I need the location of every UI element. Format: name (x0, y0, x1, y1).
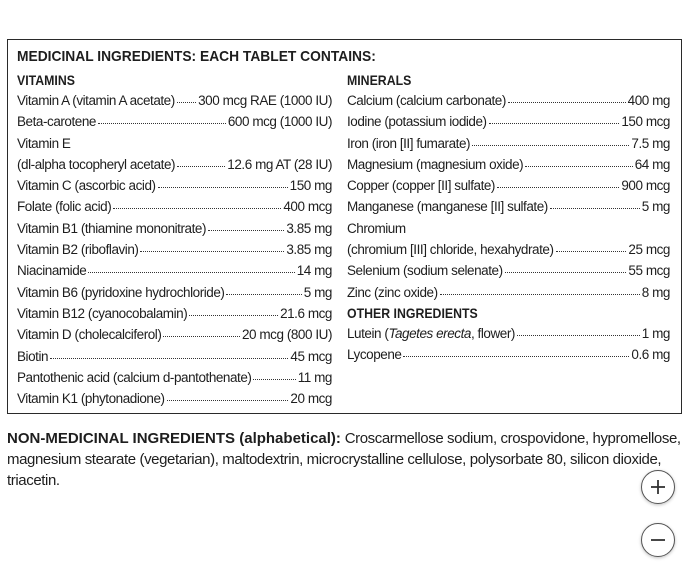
vitamin-row (17, 196, 332, 217)
ingredient-amount: 5 mg (303, 284, 332, 300)
dot-leader (517, 335, 640, 336)
ingredient-amount: 400 mcg (283, 199, 332, 215)
dot-leader (140, 251, 284, 252)
vitamins-list (17, 90, 332, 409)
mineral-row (347, 260, 670, 281)
dot-leader (550, 208, 640, 209)
ingredient-amount: 7.5 mg (631, 135, 670, 151)
dot-leader (50, 358, 288, 359)
ingredient-name (347, 323, 515, 344)
dot-leader (226, 294, 301, 295)
mineral-row (347, 239, 670, 260)
ingredient-name: Vitamin K1 (phytonadione) (17, 391, 165, 407)
vitamin-row (17, 282, 332, 303)
vitamin-row (17, 324, 332, 345)
ingredient-amount: 0.6 mg (631, 347, 670, 363)
medicinal-ingredients-panel (7, 39, 682, 414)
ingredient-amount: 21.6 mcg (280, 305, 332, 321)
mineral-row (347, 175, 670, 196)
ingredient-name: Vitamin D (cholecalciferol) (17, 327, 162, 343)
ingredient-name: Calcium (calcium carbonate) (347, 93, 506, 108)
mineral-row (347, 154, 670, 175)
dot-leader (88, 272, 294, 273)
ingredient-name: Chromium (347, 220, 406, 236)
ingredient-name: Vitamin A (vitamin A acetate) (17, 93, 175, 108)
vitamin-row (17, 367, 332, 388)
zoom-out-button[interactable] (641, 523, 675, 557)
dot-leader (189, 315, 278, 316)
dot-leader (505, 272, 627, 273)
vitamin-row (17, 388, 332, 409)
ingredient-name: Vitamin E (17, 135, 71, 151)
mineral-row (347, 133, 670, 154)
ingredient-name: Zinc (zinc oxide) (347, 284, 438, 300)
ingredient-name: Niacinamide (17, 263, 87, 279)
dot-leader (472, 145, 629, 146)
other-ingredient-row (347, 344, 670, 365)
dot-leader (167, 400, 289, 401)
other-ingredient-row (347, 323, 670, 344)
ingredient-amount: 8 mg (641, 284, 670, 300)
ingredient-name: Beta-carotene (17, 114, 96, 130)
dot-leader (525, 166, 633, 167)
dot-leader (177, 102, 196, 103)
vitamin-row (17, 346, 332, 367)
ingredient-amount: 14 mg (296, 263, 332, 279)
mineral-row (347, 282, 670, 303)
ingredient-name (347, 344, 401, 365)
ingredient-name-part: , flower) (470, 325, 515, 341)
ingredient-amount: 25 mcg (628, 242, 670, 258)
dot-leader (440, 294, 640, 295)
ingredient-amount: 1 mg (641, 325, 670, 341)
dot-leader (253, 379, 295, 380)
dot-leader (403, 356, 629, 357)
ingredient-name: Vitamin B1 (thiamine mononitrate) (17, 220, 206, 236)
ingredient-name: Selenium (sodium selenate) (347, 263, 503, 279)
minus-icon (648, 530, 668, 550)
vitamins-column (17, 70, 332, 409)
ingredient-amount: 12.6 mg AT (28 IU) (227, 156, 332, 172)
ingredient-amount: 11 mg (297, 369, 332, 385)
panel-heading: MEDICINAL INGREDIENTS: EACH TABLET CONTAINS: (17, 48, 376, 65)
ingredient-amount: 55 mcg (628, 263, 670, 279)
ingredient-name: Folate (folic acid) (17, 199, 112, 215)
minerals-heading: MINERALS (347, 72, 412, 88)
ingredient-name: Vitamin B6 (pyridoxine hydrochloride) (17, 284, 225, 300)
mineral-row (347, 90, 670, 111)
ingredient-name: Manganese (manganese [II] sulfate) (347, 199, 548, 215)
plus-icon (648, 477, 668, 497)
vitamin-row (17, 133, 332, 154)
ingredient-name: (dl-alpha tocopheryl acetate) (17, 156, 176, 172)
ingredient-amount: 45 mcg (290, 348, 332, 364)
ingredient-name: Biotin (17, 348, 49, 364)
dot-leader (158, 187, 288, 188)
ingredient-name: Iron (iron [II] fumarate) (347, 135, 471, 151)
vitamin-row (17, 218, 332, 239)
dot-leader (497, 187, 619, 188)
minerals-column (347, 70, 670, 366)
ingredient-amount: 64 mg (634, 156, 670, 172)
dot-leader (163, 336, 240, 337)
dot-leader (177, 166, 225, 167)
non-medicinal-text: Croscarmellose sodium, crospovidone, hypromellose, magnesium stearate (vegetarian), maltodextrin, microcrystalline cellulose, polysorbate 80, silicon dioxide, triacetin. (7, 430, 681, 489)
non-medicinal-heading: NON-MEDICINAL INGREDIENTS (alphabetical): (7, 430, 341, 447)
vitamin-row (17, 111, 332, 132)
vitamin-row (17, 303, 332, 324)
other-ingredients-heading: OTHER INGREDIENTS (347, 304, 478, 321)
ingredient-name: (chromium [III] chloride, hexahydrate) (347, 242, 554, 258)
ingredient-name-part: Lutein ( (347, 325, 389, 341)
other-ingredients-list (347, 323, 670, 366)
vitamin-row (17, 154, 332, 175)
ingredient-amount: 900 mcg (621, 178, 670, 194)
ingredient-name: Pantothenic acid (calcium d-pantothenate) (17, 369, 252, 385)
dot-leader (556, 251, 627, 252)
ingredient-name: Vitamin B12 (cyanocobalamin) (17, 305, 188, 321)
ingredient-amount: 20 mcg (290, 391, 332, 407)
mineral-row (347, 111, 670, 132)
ingredient-amount: 400 mg (627, 93, 670, 108)
mineral-row (347, 218, 670, 239)
vitamin-row (17, 260, 332, 281)
dot-leader (508, 102, 626, 103)
minerals-list (347, 90, 670, 303)
ingredient-amount: 3.85 mg (286, 242, 332, 258)
ingredient-name: Vitamin B2 (riboflavin) (17, 242, 139, 258)
ingredient-amount: 600 mcg (1000 IU) (227, 114, 332, 130)
vitamin-row (17, 175, 332, 196)
ingredient-name: Magnesium (magnesium oxide) (347, 156, 524, 172)
dot-leader (113, 208, 281, 209)
ingredient-amount: 3.85 mg (286, 220, 332, 236)
ingredient-amount: 20 mcg (800 IU) (241, 327, 332, 343)
dot-leader (98, 123, 226, 124)
dot-leader (489, 123, 620, 124)
ingredient-name: Iodine (potassium iodide) (347, 114, 487, 130)
ingredient-amount: 150 mcg (621, 114, 670, 130)
ingredient-name-part: Lycopene (347, 347, 402, 363)
dot-leader (208, 230, 284, 231)
ingredient-amount: 150 mg (289, 178, 332, 194)
vitamins-heading: VITAMINS (17, 72, 75, 88)
ingredient-species: Tagetes erecta (388, 325, 471, 341)
ingredient-name: Vitamin C (ascorbic acid) (17, 178, 156, 194)
ingredient-amount: 5 mg (641, 199, 670, 215)
non-medicinal-ingredients (7, 428, 687, 491)
vitamin-row (17, 90, 332, 111)
vitamin-row (17, 239, 332, 260)
zoom-in-button[interactable] (641, 470, 675, 504)
ingredient-name: Copper (copper [II] sulfate) (347, 178, 495, 194)
mineral-row (347, 196, 670, 217)
ingredient-amount: 300 mcg RAE (1000 IU) (198, 93, 332, 108)
